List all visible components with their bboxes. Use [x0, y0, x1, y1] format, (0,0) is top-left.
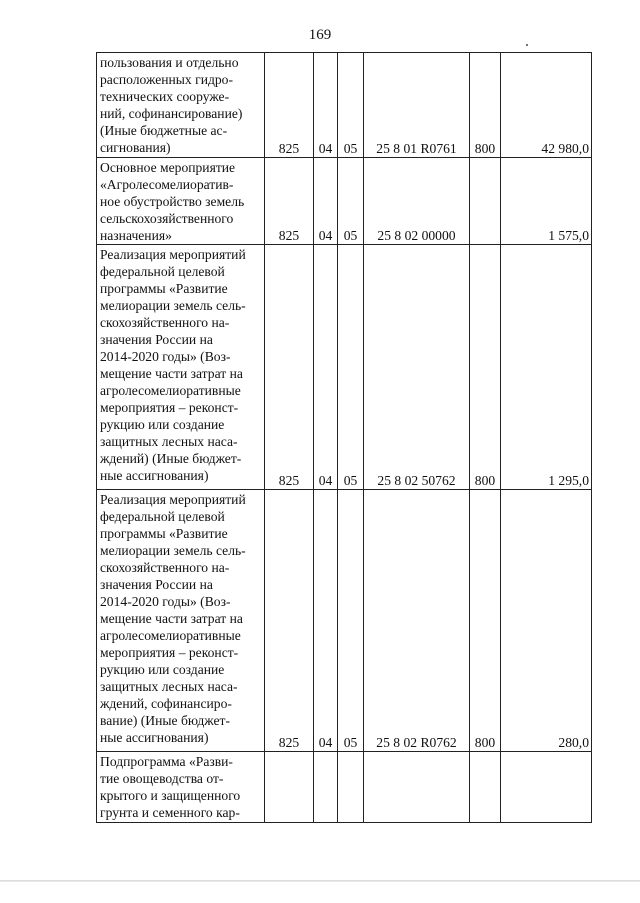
expense-type-code: 800: [470, 490, 501, 752]
section-code: 04: [314, 245, 338, 490]
ministry-code: 825: [265, 490, 314, 752]
table-row: [97, 752, 592, 823]
scan-speck: [526, 44, 528, 46]
section-code: 04: [314, 490, 338, 752]
target-article-code: 25 8 02 50762: [364, 245, 470, 490]
subsection-code: [338, 752, 364, 823]
ministry-code: 825: [265, 245, 314, 490]
target-article-code: 25 8 02 00000: [364, 158, 470, 245]
amount-value: [501, 752, 592, 823]
subsection-code: 05: [338, 490, 364, 752]
row-description: Основное мероприятие «Агролесомелиоратив- ное обустройство земель сельскохозяйственного назначения»: [97, 158, 265, 245]
amount-value: 42 980,0: [501, 53, 592, 158]
subsection-code: 05: [338, 245, 364, 490]
expense-type-code: 800: [470, 245, 501, 490]
amount-value: 1 295,0: [501, 245, 592, 490]
ministry-code: [265, 752, 314, 823]
expense-type-code: [470, 158, 501, 245]
row-description: Подпрограмма «Разви- тие овощеводства от- крытого и защищенного грунта и семенного кар-: [97, 752, 265, 823]
table-row: [97, 490, 592, 752]
section-code: 04: [314, 53, 338, 158]
table-row: [97, 53, 592, 158]
page-number: 169: [308, 27, 332, 43]
target-article-code: 25 8 02 R0762: [364, 490, 470, 752]
target-article-code: [364, 752, 470, 823]
scan-edge: [0, 880, 640, 882]
ministry-code: 825: [265, 53, 314, 158]
budget-table: [96, 52, 592, 823]
section-code: 04: [314, 158, 338, 245]
ministry-code: 825: [265, 158, 314, 245]
amount-value: 1 575,0: [501, 158, 592, 245]
row-description: Реализация мероприятий федеральной целевой программы «Развитие мелиорации земель сель- скохозяйственного на- значения России на 2014-2020 годы» (Воз- мещение части затрат на агролесомелиоративные мероприятия – реконст- рукцию или создание защитных лесных наса- ждений) (Иные бюджет- ные ассигнования): [97, 245, 265, 490]
row-description: Реализация мероприятий федеральной целевой программы «Развитие мелиорации земель сель- скохозяйственного на- значения России на 2014-2020 годы» (Воз- мещение части затрат на агролесомелиоративные мероприятия – реконст- рукцию или создание защитных лесных наса- ждений, софинансиро- вание) (Иные бюджет- ные ассигнования): [97, 490, 265, 752]
row-description: пользования и отдельно расположенных гидро- технических сооруже- ний, софинансирование) (Иные бюджетные ас- сигнования): [97, 53, 265, 158]
amount-value: 280,0: [501, 490, 592, 752]
subsection-code: 05: [338, 53, 364, 158]
subsection-code: 05: [338, 158, 364, 245]
section-code: [314, 752, 338, 823]
table-row: [97, 158, 592, 245]
table-row: [97, 245, 592, 490]
expense-type-code: [470, 752, 501, 823]
expense-type-code: 800: [470, 53, 501, 158]
target-article-code: 25 8 01 R0761: [364, 53, 470, 158]
